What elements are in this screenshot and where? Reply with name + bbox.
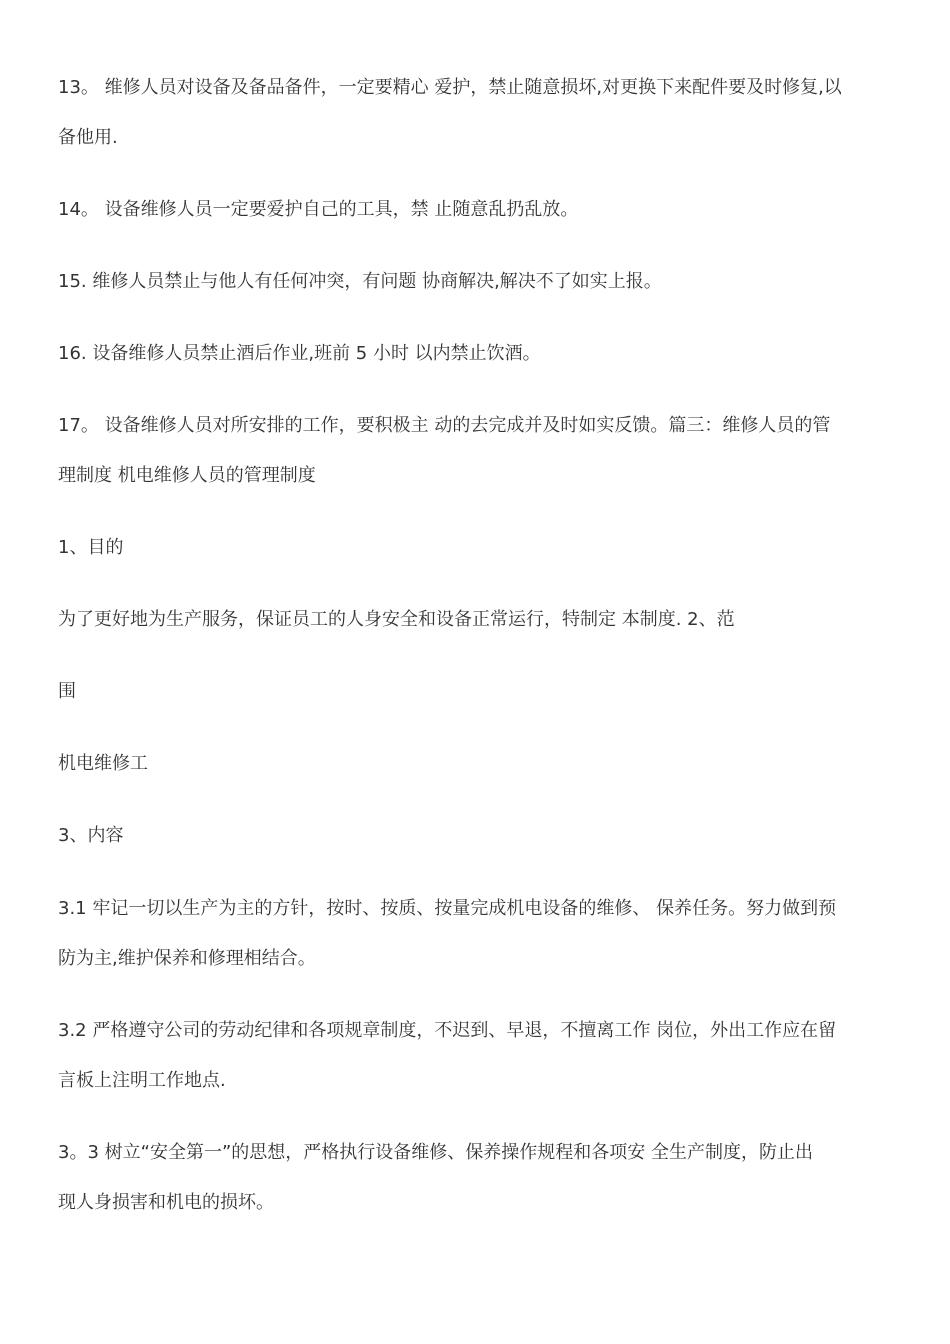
- text-line: 14。 设备维修人员一定要爱护自己的工具，禁 止随意乱扔乱放。: [58, 199, 579, 220]
- text-line: 围: [58, 681, 76, 702]
- text-line: 为了更好地为生产服务，保证员工的人身安全和设备正常运行，特制定 本制度. 2、范: [58, 609, 735, 630]
- text-line: 13。 维修人员对设备及备品备件，一定要精心 爱护，禁止随意损坏,对更换下来配件要及时修复,以: [58, 77, 842, 98]
- text-line: 15. 维修人员禁止与他人有任何冲突，有问题 协商解决,解决不了如实上报。: [58, 271, 662, 292]
- text-line: 3。3 树立“安全第一”的思想，严格执行设备维修、保养操作规程和各项安 全生产制度，防止出: [58, 1142, 813, 1163]
- text-line: 备他用.: [58, 127, 118, 148]
- text-line: 言板上注明工作地点.: [58, 1070, 226, 1091]
- text-line: 防为主,维护保养和修理相结合。: [58, 948, 316, 969]
- text-line: 17。 设备维修人员对所安排的工作，要积极主 动的去完成并及时如实反馈。篇三：维修人员的管: [58, 415, 831, 436]
- text-line: 3、内容: [58, 825, 124, 846]
- text-line: 1、目的: [58, 537, 124, 558]
- text-line: 理制度 机电维修人员的管理制度: [58, 465, 316, 486]
- text-line: 机电维修工: [58, 753, 148, 774]
- text-line: 现人身损害和机电的损坏。: [58, 1192, 274, 1213]
- text-line: 16. 设备维修人员禁止酒后作业,班前 5 小时 以内禁止饮酒。: [58, 343, 541, 364]
- text-line: 3.2 严格遵守公司的劳动纪律和各项规章制度，不迟到、早退，不擅离工作 岗位，外出工作应在留: [58, 1020, 837, 1041]
- text-line: 3.1 牢记一切以生产为主的方针，按时、按质、按量完成机电设备的维修、 保养任务。努力做到预: [58, 898, 837, 919]
